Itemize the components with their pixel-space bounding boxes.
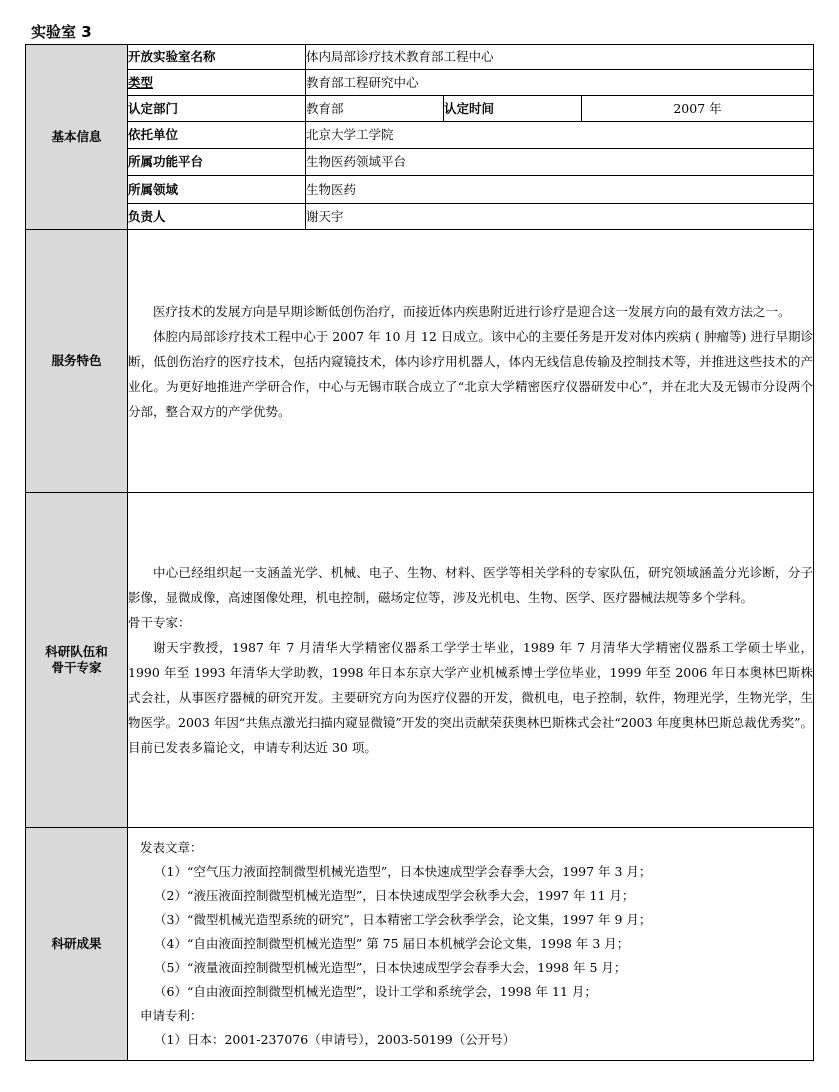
value-type: 教育部工程研究中心 (306, 70, 814, 96)
row-host-unit (26, 122, 814, 149)
team-intro: 中心已经组织起一支涵盖光学、机械、电子、生物、材料、医学等相关学科的专家队伍，研究领域涵盖分光诊断，分子影像，显微成像，高速图像处理，机电控制，磁场定位等，涉及光机电、生物、医学、医疗器械法规等多个学科。 (128, 565, 814, 605)
row-director (26, 204, 814, 230)
row-approval (26, 96, 814, 122)
value-approval-time: 2007 年 (582, 96, 814, 122)
service-paragraph-2: 体腔内局部诊疗技术工程中心于 2007 年 10 月 12 日成立。该中心的主要任务是开发对体内疾病 ( 肿瘤等) 进行早期诊断，低创伤治疗的医疗技术，包括内窥镜技术，体内诊疗用机器人，体内无线信息传输及控制技术等，并推进这些技术的产业化。为更好地推进产学研合作，中心与无锡市联合成立了“北京大学精密医疗仪器研发中心”，并在北大及无锡市分设两个分部，整合双方的产学优势。 (128, 328, 814, 419)
article-item-1: （1）“空气压力液面控制微型机械光造型”，日本快速成型学会春季大会，1997 年 3 月； (154, 864, 652, 879)
label-lab-name: 开放实验室名称 (128, 45, 306, 70)
value-field: 生物医药 (306, 176, 814, 204)
section-team (26, 493, 128, 828)
label-director: 负责人 (128, 204, 306, 230)
team-content (128, 493, 814, 828)
row-lab-name (26, 45, 814, 70)
label-approval-dept: 认定部门 (128, 96, 306, 122)
label-host-unit: 依托单位 (128, 122, 306, 149)
row-platform (26, 149, 814, 176)
label-type: 类型 (128, 70, 306, 96)
row-team (26, 493, 814, 828)
row-results (26, 828, 814, 1061)
service-content (128, 230, 814, 493)
section-team-line-2: 骨干专家 (51, 660, 102, 675)
articles-heading: 发表文章： (140, 840, 203, 855)
section-service: 服务特色 (26, 230, 128, 493)
article-item-4: （4）“自由液面控制微型机械光造型” 第 75 届日本机械学会论文集，1998 年 3 月； (154, 936, 630, 951)
service-paragraph-1: 医疗技术的发展方向是早期诊断低创伤治疗，而接近体内疾患附近进行诊疗是迎合这一发展方向的最有效方法之一。 (153, 303, 791, 319)
section-results: 科研成果 (26, 828, 128, 1061)
label-platform: 所属功能平台 (128, 149, 306, 176)
patents-heading: 申请专利： (140, 1008, 203, 1023)
value-platform: 生物医药领域平台 (306, 149, 814, 176)
row-type (26, 70, 814, 96)
lab-info-table (25, 44, 814, 1061)
value-lab-name: 体内局部诊疗技术教育部工程中心 (306, 45, 814, 70)
section-basic-info: 基本信息 (26, 45, 128, 230)
value-host-unit: 北京大学工学院 (306, 122, 814, 149)
article-item-3: （3）“微型机械光造型系统的研究”，日本精密工学会秋季学会，论文集，1997 年 9 月； (154, 912, 652, 927)
value-director: 谢天宇 (306, 204, 814, 230)
row-service (26, 230, 814, 493)
article-item-5: （5）“液量液面控制微型机械光造型”，日本快速成型学会春季大会，1998 年 5 月； (154, 960, 627, 975)
article-item-6: （6）“自由液面控制微型机械光造型”，设计工学和系统学会，1998 年 11 月； (154, 984, 597, 999)
patent-item-1: （1）日本：2001-237076（申请号），2003-50199（公开号） (154, 1032, 516, 1047)
section-team-line-1: 科研队伍和 (45, 644, 108, 659)
results-content (128, 828, 814, 1061)
label-approval-time: 认定时间 (444, 96, 582, 122)
article-item-2: （2）“液压液面控制微型机械光造型”，日本快速成型学会秋季大会，1997 年 11 月； (154, 888, 635, 903)
team-experts-heading: 骨干专家： (128, 615, 191, 630)
row-field (26, 176, 814, 204)
label-field: 所属领域 (128, 176, 306, 204)
team-expert-bio: 谢天宇教授，1987 年 7 月清华大学精密仪器系工学学士毕业，1989 年 7 月清华大学精密仪器系工学硕士毕业，1990 年至 1993 年清华大学助教，1998 年日本东京大学产业机械系博士学位毕业，1999 年至 2006 年日本奥林巴斯株式会社，从事医疗器械的研究开发。主要研究方向为医疗仪器的开发，微机电，电子控制，软件，物理光学，生物光学，生物医学。2003 年因“共焦点激光扫描内窥显微镜”开发的突出贡献荣获奥林巴斯株式会社“2003 年度奥林巴斯总裁优秀奖”。目前已发表多篇论文，申请专利达近 30 项。 (128, 640, 814, 755)
value-approval-dept: 教育部 (306, 96, 444, 122)
page-heading: 实验室 3 (31, 23, 92, 41)
